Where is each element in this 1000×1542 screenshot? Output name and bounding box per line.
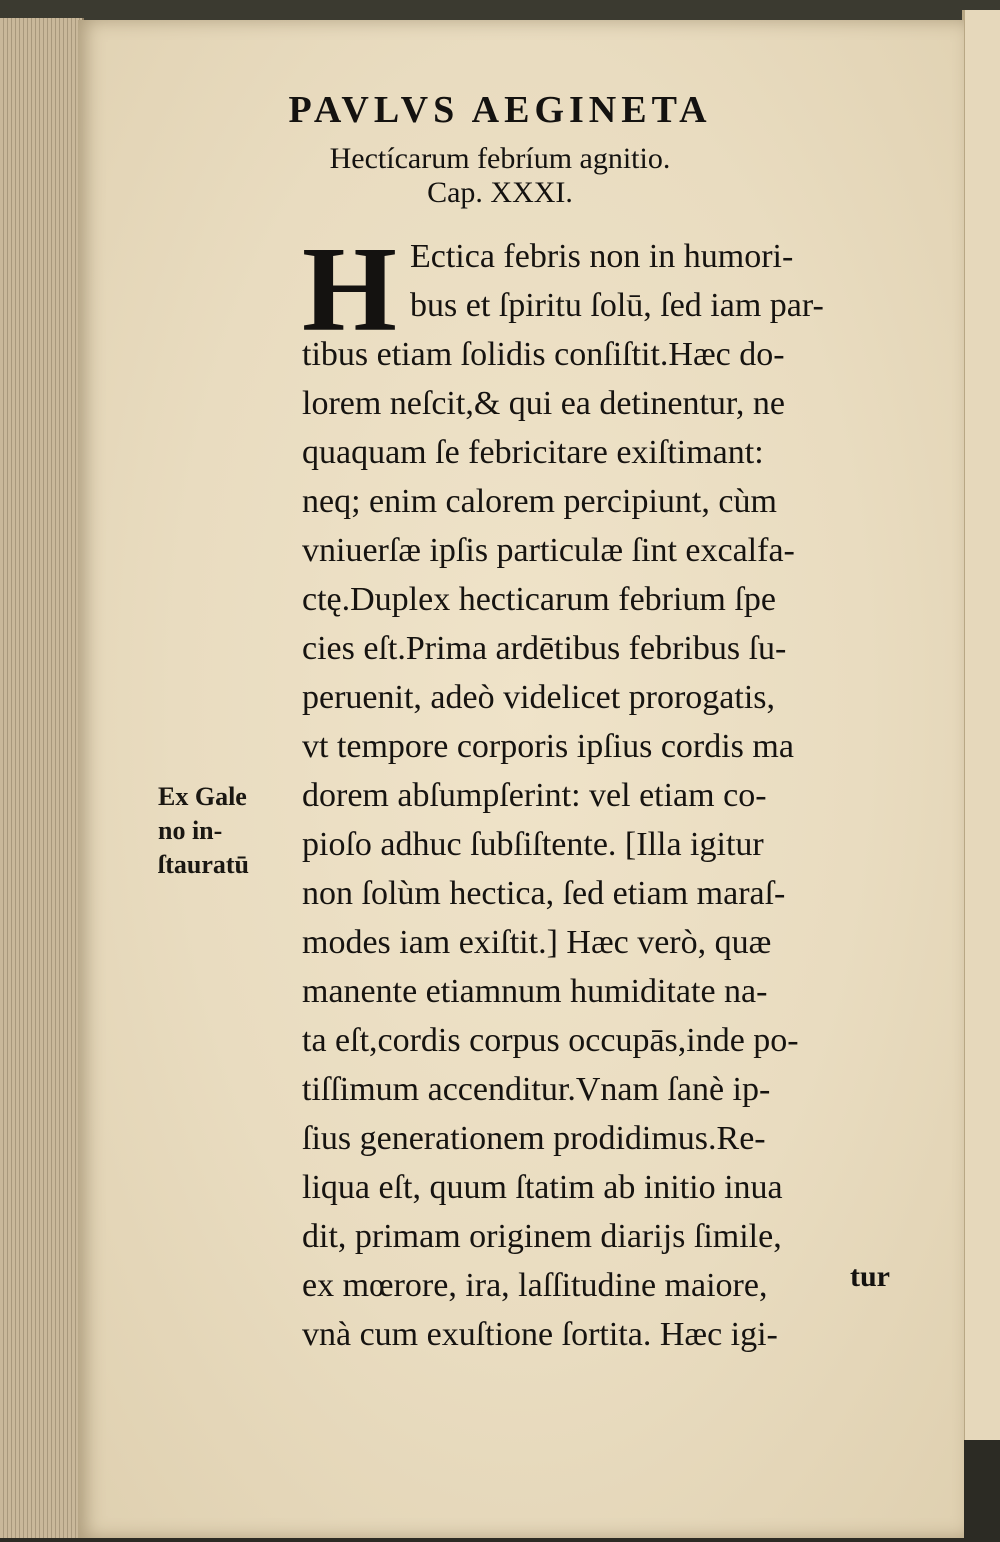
marginal-note: [158, 780, 298, 882]
text-line: ſius generationem prodidimus.Re-: [302, 1120, 766, 1157]
marginal-note-line: ſtauratū: [158, 850, 249, 879]
text-line: peruenit, adeò videlicet prorogatis,: [302, 679, 775, 716]
marginal-note-line: no in-: [158, 816, 223, 845]
text-line: vnà cum exuſtione ſortita. Hæc igi-: [302, 1316, 778, 1353]
text-line: liqua eſt, quum ſtatim ab initio inua: [302, 1169, 783, 1206]
chapter-number: Cap. XXXI.: [427, 176, 573, 209]
facing-page-edge: [962, 10, 1000, 1440]
text-line: vt tempore corporis ipſius cordis ma: [302, 728, 794, 765]
text-line: manente etiamnum humiditate na-: [302, 973, 768, 1010]
drop-cap: H: [302, 222, 397, 357]
text-line: dorem abſumpſerint: vel etiam co-: [302, 777, 767, 814]
text-line: ta eſt,cordis corpus occupās,inde po-: [302, 1022, 799, 1059]
text-line: Ectica febris non in humori-: [410, 238, 794, 275]
text-line: ex mœrore, ira, laſſitudine maiore,: [302, 1267, 768, 1304]
text-line: modes iam exiſtit.] Hæc verò, quæ: [302, 924, 772, 961]
text-line: dit, primam originem diarijs ſimile,: [302, 1218, 782, 1255]
text-line: neq; enim calorem percipiunt, cùm: [302, 483, 777, 520]
text-line: tiſſimum accenditur.Vnam ſanè ip-: [302, 1071, 771, 1108]
marginal-note-line: Ex Gale: [158, 782, 247, 811]
text-line: non ſolùm hectica, ſed etiam maraſ-: [302, 875, 786, 912]
text-line: lorem neſcit,& qui ea detinentur, ne: [302, 385, 785, 422]
text-line: pioſo adhuc ſubſiſtente. [Illa igitur: [302, 826, 764, 863]
text-line: quaquam ſe febricitare exiſtimant:: [302, 434, 764, 471]
text-line: bus et ſpiritu ſolū, ſed iam par-: [410, 287, 824, 324]
book-top-shadow: [0, 0, 1000, 20]
body-text: [302, 222, 942, 1359]
text-line: ctę.Duplex hecticarum febrium ſpe: [302, 581, 776, 618]
running-head: PAVLVS AEGINETA: [288, 89, 712, 131]
page-edges: [0, 18, 84, 1538]
catchword: tur: [850, 1260, 890, 1293]
text-line: cies eſt.Prima ardētibus febribus ſu-: [302, 630, 787, 667]
text-line: tibus etiam ſolidis conſiſtit.Hæc do-: [302, 336, 785, 373]
text-line: vniuerſæ ipſis particulæ ſint excalfa-: [302, 532, 795, 569]
chapter-title: Hectícarum febríum agnitio.: [329, 142, 671, 175]
